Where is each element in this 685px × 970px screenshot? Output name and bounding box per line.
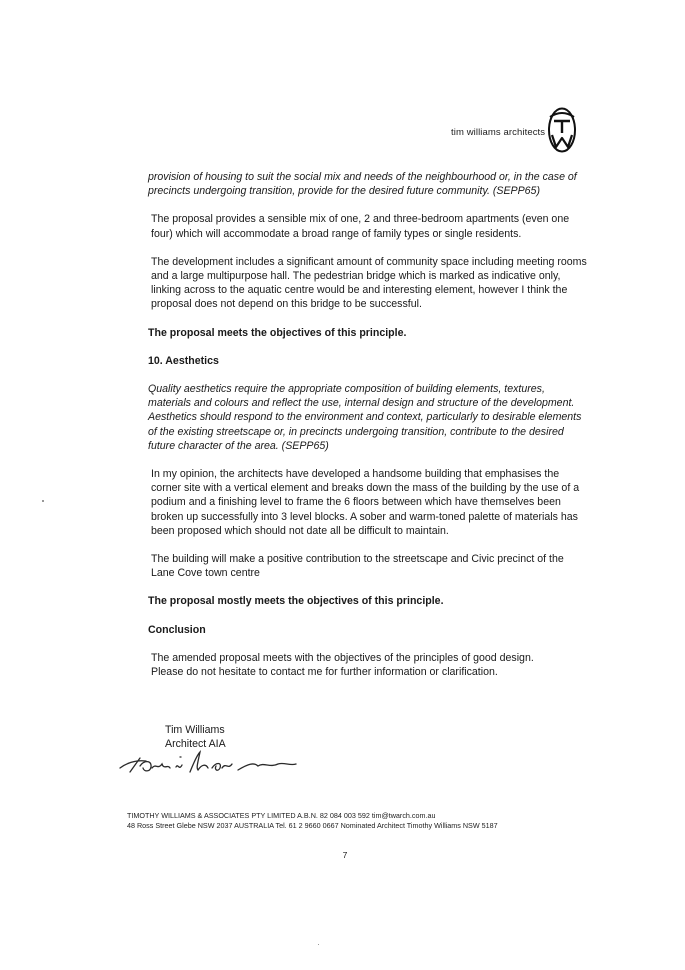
aesthetics-verdict: The proposal mostly meets the objectives of this principle. <box>148 595 444 608</box>
footer-company-line: TIMOTHY WILLIAMS & ASSOCIATES PTY LIMITED A.B.N. 82 084 003 592 tim@twarch.com.au <box>127 811 436 820</box>
letter-body <box>148 170 588 679</box>
section-heading-aesthetics: 10. Aesthetics <box>148 354 219 367</box>
section-heading-conclusion: Conclusion <box>148 623 206 636</box>
body-paragraph-opinion: In my opinion, the architects have developed a handsome building that emphasises the corner site with a vertical element and breaks down the mass of the building by the use of a podium and a finishing level to frame the 6 floors between which have themselves been broken up successfully into 3 level blocks. A sober and warm-toned palette of materials has been proposed which should not date all be difficult to maintain. <box>151 468 580 537</box>
footer-address-line: 48 Ross Street Glebe NSW 2037 AUSTRALIA Tel. 61 2 9660 0667 Nominated Architect Timothy Williams NSW 5187 <box>127 821 498 830</box>
design-principle-quote: provision of housing to suit the social mix and needs of the neighbourhood or, in the case of precincts undergoing transition, provide for the desired future community. (SEPP65) <box>148 171 577 198</box>
body-paragraph-community-space: The development includes a significant amount of community space including meeting rooms and a large multipurpose hall. The pedestrian bridge which is marked as indicative only, linking across to the aquatic centre would be and interesting element, however I think the proposal does not depend on this bridge to be successful. <box>151 255 587 311</box>
scan-speck <box>318 944 319 945</box>
body-paragraph-apartment-mix: The proposal provides a sensible mix of one, 2 and three-bedroom apartments (even one four) which will accommodate a broad range of family types or single residents. <box>151 213 570 240</box>
handwritten-signature <box>118 748 303 782</box>
signoff-title: Architect AIA <box>165 738 226 751</box>
conclusion-paragraph: The amended proposal meets with the objectives of the principles of good design. Please do not hesitate to contact me for further information or clarification. <box>151 651 534 679</box>
signoff-name: Tim Williams <box>165 724 225 736</box>
scan-speck <box>42 500 44 502</box>
page-number: 7 <box>342 850 348 860</box>
header-brand-name: tim williams architects <box>451 127 546 138</box>
body-paragraph-streetscape: The building will make a positive contribution to the streetscape and Civic precinct of the Lane Cove town centre <box>151 553 564 580</box>
tw-logo-icon <box>547 106 577 154</box>
aesthetics-principle-quote: Quality aesthetics require the appropriate composition of building elements, textures, materials and colours and reflect the use, internal design and structure of the development. Aesthetics should respond to the environment and context, particularly to desirable elements of the existing streetscape or, in precincts undergoing transition, contribute to the desired future character of the area. (SEPP65) <box>148 383 582 452</box>
company-footer <box>127 811 498 831</box>
principle-verdict: The proposal meets the objectives of this principle. <box>148 326 407 339</box>
